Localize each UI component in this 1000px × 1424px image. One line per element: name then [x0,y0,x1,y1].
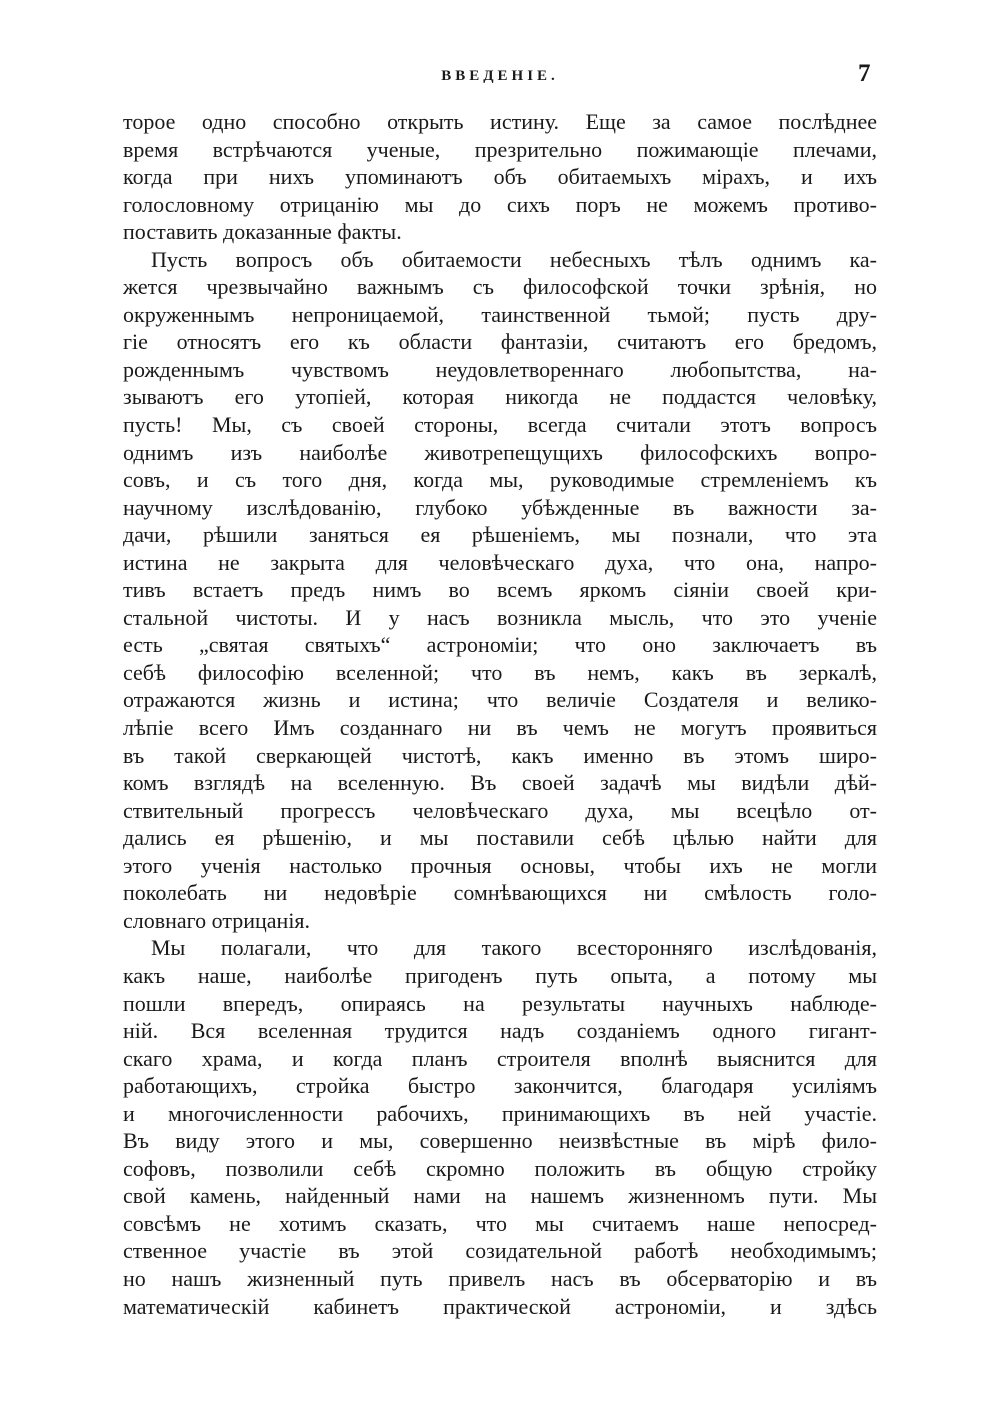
text-line: но нашъ жизненный путь привелъ насъ въ обсерваторію и въ [123,1265,877,1291]
text-line: истина не закрыта для человѣческаго духа, что она, напро- [123,549,877,575]
text-line: совъ, и съ того дня, когда мы, руководимые стремленіемъ къ [123,467,877,493]
running-head: ВВЕДЕНІЕ. [441,68,559,84]
body-text [123,108,877,1320]
text-line: совсѣмъ не хотимъ сказать, что мы считаемъ наше непосред- [123,1210,877,1236]
text-line: ственное участіе въ этой созидательной работѣ необходимымъ; [123,1238,877,1264]
text-line: софовъ, позволили себѣ скромно положить въ общую стройку [123,1155,877,1181]
text-line: окруженнымъ непроницаемой, таинственной тьмой; пусть дру- [123,301,877,327]
text-line: Пусть вопросъ объ обитаемости небесныхъ тѣлъ однимъ ка- [151,246,877,272]
text-line: дачи, рѣшили заняться ея рѣшеніемъ, мы познали, что эта [123,522,877,548]
text-line: въ такой сверкающей чистотѣ, какъ именно въ этомъ широ- [123,742,877,768]
text-line: пошли впередъ, опираясь на результаты научныхъ наблюде- [123,990,877,1016]
text-line: голословному отрицанію мы до сихъ поръ не можемъ противо- [123,191,877,217]
text-line: какъ наше, наиболѣе пригоденъ путь опыта, а потому мы [123,962,877,988]
page-number: 7 [858,60,871,87]
text-line: словнаго отрицанія. [123,907,311,933]
text-line: стальной чистоты. И у насъ возникла мысль, что это ученіе [123,604,877,630]
text-line: научному изслѣдованію, глубоко убѣжденные въ важности за- [123,494,877,520]
text-line: Мы полагали, что для такого всесторонняго изслѣдованія, [151,935,877,961]
text-line: свой камень, найденный нами на нашемъ жизненномъ пути. Мы [123,1183,877,1209]
text-line: тивъ встаетъ предъ нимъ во всемъ яркомъ сіяніи своей кри- [123,577,877,603]
text-line: комъ взглядѣ на вселенную. Въ своей задачѣ мы видѣли дѣй- [123,770,877,796]
text-line: себѣ философію вселенной; что въ немъ, какъ въ зеркалѣ, [123,659,877,685]
text-line: и многочисленности рабочихъ, принимающихъ въ ней участіе. [123,1100,877,1126]
text-line: пусть! Мы, съ своей стороны, всегда считали этотъ вопросъ [123,412,877,438]
text-line: отражаются жизнь и истина; что величіе Создателя и велико- [123,687,877,713]
text-line: когда при нихъ упоминаютъ объ обитаемыхъ мірахъ, и ихъ [123,164,877,190]
text-line: дались ея рѣшенію, и мы поставили себѣ цѣлью найти для [123,825,877,851]
text-line: скаго храма, и когда планъ строителя вполнѣ выяснится для [123,1045,877,1071]
text-line: время встрѣчаются ученые, презрительно пожимающіе плечами, [123,136,877,162]
text-line: торое одно способно открыть истину. Еще за самое послѣднее [123,109,877,134]
text-line: работающихъ, стройка быстро закончится, благодаря усиліямъ [123,1073,877,1099]
text-line: Въ виду этого и мы, совершенно неизвѣстные въ мірѣ фило- [123,1128,877,1154]
text-line: математическій кабинетъ практической астрономіи, и здѣсь [123,1293,877,1319]
text-line: этого ученія настолько прочныя основы, чтобы ихъ не могли [123,852,877,878]
text-line: ній. Вся вселенная трудится надъ созданіемъ одного гигант- [123,1018,877,1044]
text-line: ствительный прогрессъ человѣческаго духа, мы всецѣло от- [123,797,877,823]
text-line: рожденнымъ чувствомъ неудовлетвореннаго любопытства, на- [123,356,877,382]
text-line: поколебать ни недовѣріе сомнѣвающихся ни смѣлость голо- [123,880,877,906]
text-line: гіе относятъ его къ области фантазіи, считаютъ его бредомъ, [123,329,877,355]
text-line: лѣпіе всего Имъ созданнаго ни въ чемъ не могутъ проявиться [123,715,877,741]
text-line: жется чрезвычайно важнымъ съ философской точки зрѣнія, но [123,274,877,300]
text-line: поставить доказанные факты. [123,219,402,245]
text-line: есть „святая святыхъ“ астрономіи; что оно заключаетъ въ [123,632,877,658]
text-line: однимъ изъ наиболѣе животрепещущихъ философскихъ вопро- [123,439,877,465]
text-line: зываютъ его утопіей, которая никогда не поддастся человѣку, [123,384,877,410]
